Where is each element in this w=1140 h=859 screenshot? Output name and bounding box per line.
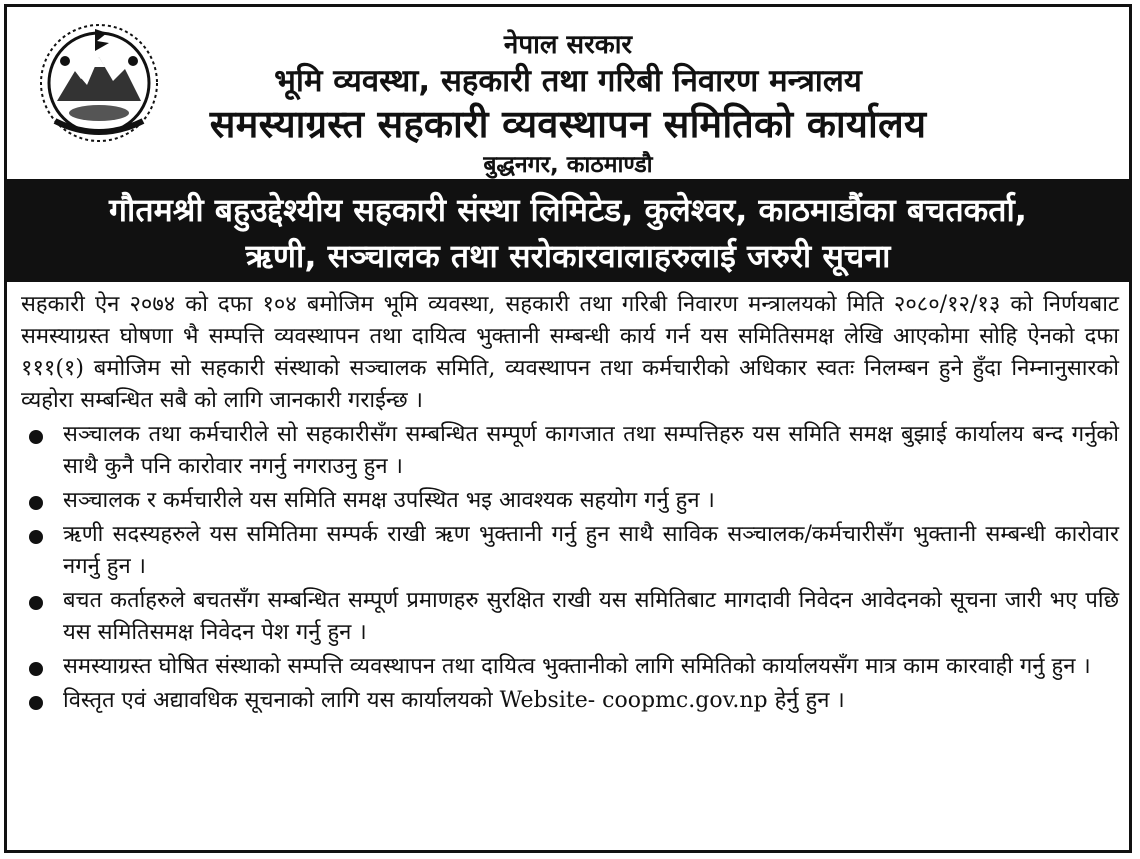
notice-header [7,7,1129,179]
banner-line-2: ऋणी, सञ्चालक तथा सरोकारवालाहरुलाई जरुरी सूचना [245,237,891,275]
office-title: समस्याग्रस्त सहकारी व्यवस्थापन समितिको कार्यालय [209,102,927,146]
instruction-list [21,419,1119,717]
bullet-icon [29,596,43,610]
list-item [21,585,1119,649]
list-item [21,685,1119,717]
bullet-icon [29,430,43,444]
bullet-icon [29,662,43,676]
list-item [21,419,1119,483]
notice-banner [7,179,1129,282]
notice-frame [4,4,1132,853]
list-item-text: बचत कर्ताहरुले बचतसँग सम्बन्धित सम्पूर्ण प्रमाणहरु सुरक्षित राखी यस समितिबाट मागदावी निवेदन आवेदनको सूचना जारी भए पछि यस समितिसमक्ष निवेदन पेश गर्नु हुन । [63,588,1119,645]
banner-line-1: गौतमश्री बहुउद्देश्यीय सहकारी संस्था लिमिटेड, कुलेश्वर, काठमाडौंका बचतकर्ता, [109,191,1027,229]
list-item-text: समस्याग्रस्त घोषित संस्थाको सम्पत्ति व्यवस्थापन तथा दायित्व भुक्तानीको लागि समितिको कार्यालयसँग मात्र काम कारवाही गर्नु हुन । [63,654,1091,679]
bullet-icon [29,530,43,544]
list-item [21,519,1119,583]
government-title: नेपाल सरकार [503,30,633,60]
list-item-text: सञ्चालक र कर्मचारीले यस समिति समक्ष उपस्थित भइ आवश्यक सहयोग गर्नु हुन । [63,488,715,513]
ministry-title: भूमि व्यवस्था, सहकारी तथा गरिबी निवारण मन्त्रालय [274,63,862,99]
list-item-text: विस्तृत एवं अद्यावधिक सूचनाको लागि यस कार्यालयको Website- coopmc.gov.np हेर्नु हुन । [63,688,845,713]
list-item [21,651,1119,683]
list-item-text: सञ्चालक तथा कर्मचारीले सो सहकारीसँग सम्बन्धित सम्पूर्ण कागजात तथा सम्पत्तिहरु यस समिति समक्ष बुझाई कार्यालय बन्द गर्नुको साथै कुनै पनि कारोवार नगर्नु नगराउनु हुन । [63,422,1119,479]
bullet-icon [29,496,43,510]
bullet-icon [29,696,43,710]
intro-paragraph: सहकारी ऐन २०७४ को दफा १०४ बमोजिम भूमि व्यवस्था, सहकारी तथा गरिबी निवारण मन्त्रालयको मिति २०८०/१२/१३ को निर्णयबाट समस्याग्रस्त घोषणा भै सम्पत्ति व्यवस्थापन तथा दायित्व भुक्तानी सम्बन्धी कार्य गर्न यस समितिसमक्ष लेखि आएकोमा सोहि ऐनको दफा १११(१) बमोजिम सो सहकारी संस्थाको सञ्चालक समिति, व्यवस्थापन तथा कर्मचारीको अधिकार स्वतः निलम्बन हुने हुँदा निम्नानुसारको व्यहोरा सम्बन्धित सबै को लागि जानकारी गराईन्छ । [21,292,1119,413]
list-item-text: ऋणी सदस्यहरुले यस समितिमा सम्पर्क राखी ऋण भुक्तानी गर्नु हुन साथै साविक सञ्चालक/कर्मचारीसँग भुक्तानी सम्बन्धी कारोवार नगर्नु हुन । [63,522,1119,579]
office-location: बुद्धनगर, काठमाण्डौ [483,152,653,178]
list-item [21,485,1119,517]
notice-body [21,289,1119,717]
